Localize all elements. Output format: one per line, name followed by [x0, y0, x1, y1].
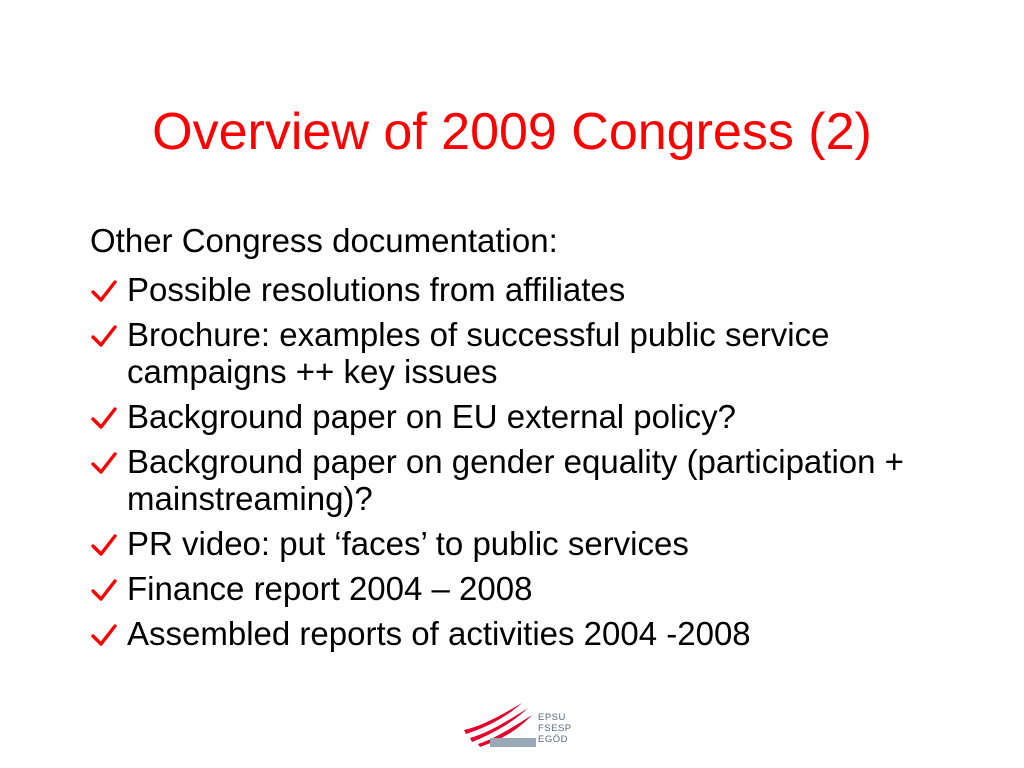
checkmark-icon [90, 621, 118, 649]
bullet-list [90, 271, 970, 652]
intro-text: Other Congress documentation: [90, 222, 558, 259]
bullet-text: Finance report 2004 – 2008 [127, 570, 533, 607]
slide-content [90, 222, 970, 660]
bullet-text: Brochure: examples of successful public service campaigns ++ key issues [127, 316, 830, 390]
list-item [90, 615, 970, 652]
epsu-logo-icon [460, 700, 540, 748]
list-item [90, 316, 970, 390]
slide-title: Overview of 2009 Congress (2) [152, 103, 872, 161]
checkmark-icon [90, 277, 118, 305]
list-item [90, 570, 970, 607]
logo-line: FSESP [538, 723, 572, 734]
bullet-text: Background paper on gender equality (participation + mainstreaming)? [127, 443, 904, 517]
footer-logo [460, 700, 592, 748]
logo-wordmark [538, 712, 572, 745]
list-item [90, 443, 970, 517]
checkmark-icon [90, 322, 118, 350]
list-item [90, 525, 970, 562]
bullet-text: Assembled reports of activities 2004 -2008 [127, 615, 751, 652]
checkmark-icon [90, 531, 118, 559]
bullet-text: Possible resolutions from affiliates [127, 271, 626, 308]
bullet-text: Background paper on EU external policy? [127, 398, 737, 435]
list-item [90, 398, 970, 435]
list-item [90, 271, 970, 308]
checkmark-icon [90, 576, 118, 604]
checkmark-icon [90, 404, 118, 432]
logo-line: EGÖD [538, 734, 568, 745]
bullet-text: PR video: put ‘faces’ to public services [127, 525, 689, 562]
logo-line: EPSU [538, 712, 566, 723]
checkmark-icon [90, 449, 118, 477]
